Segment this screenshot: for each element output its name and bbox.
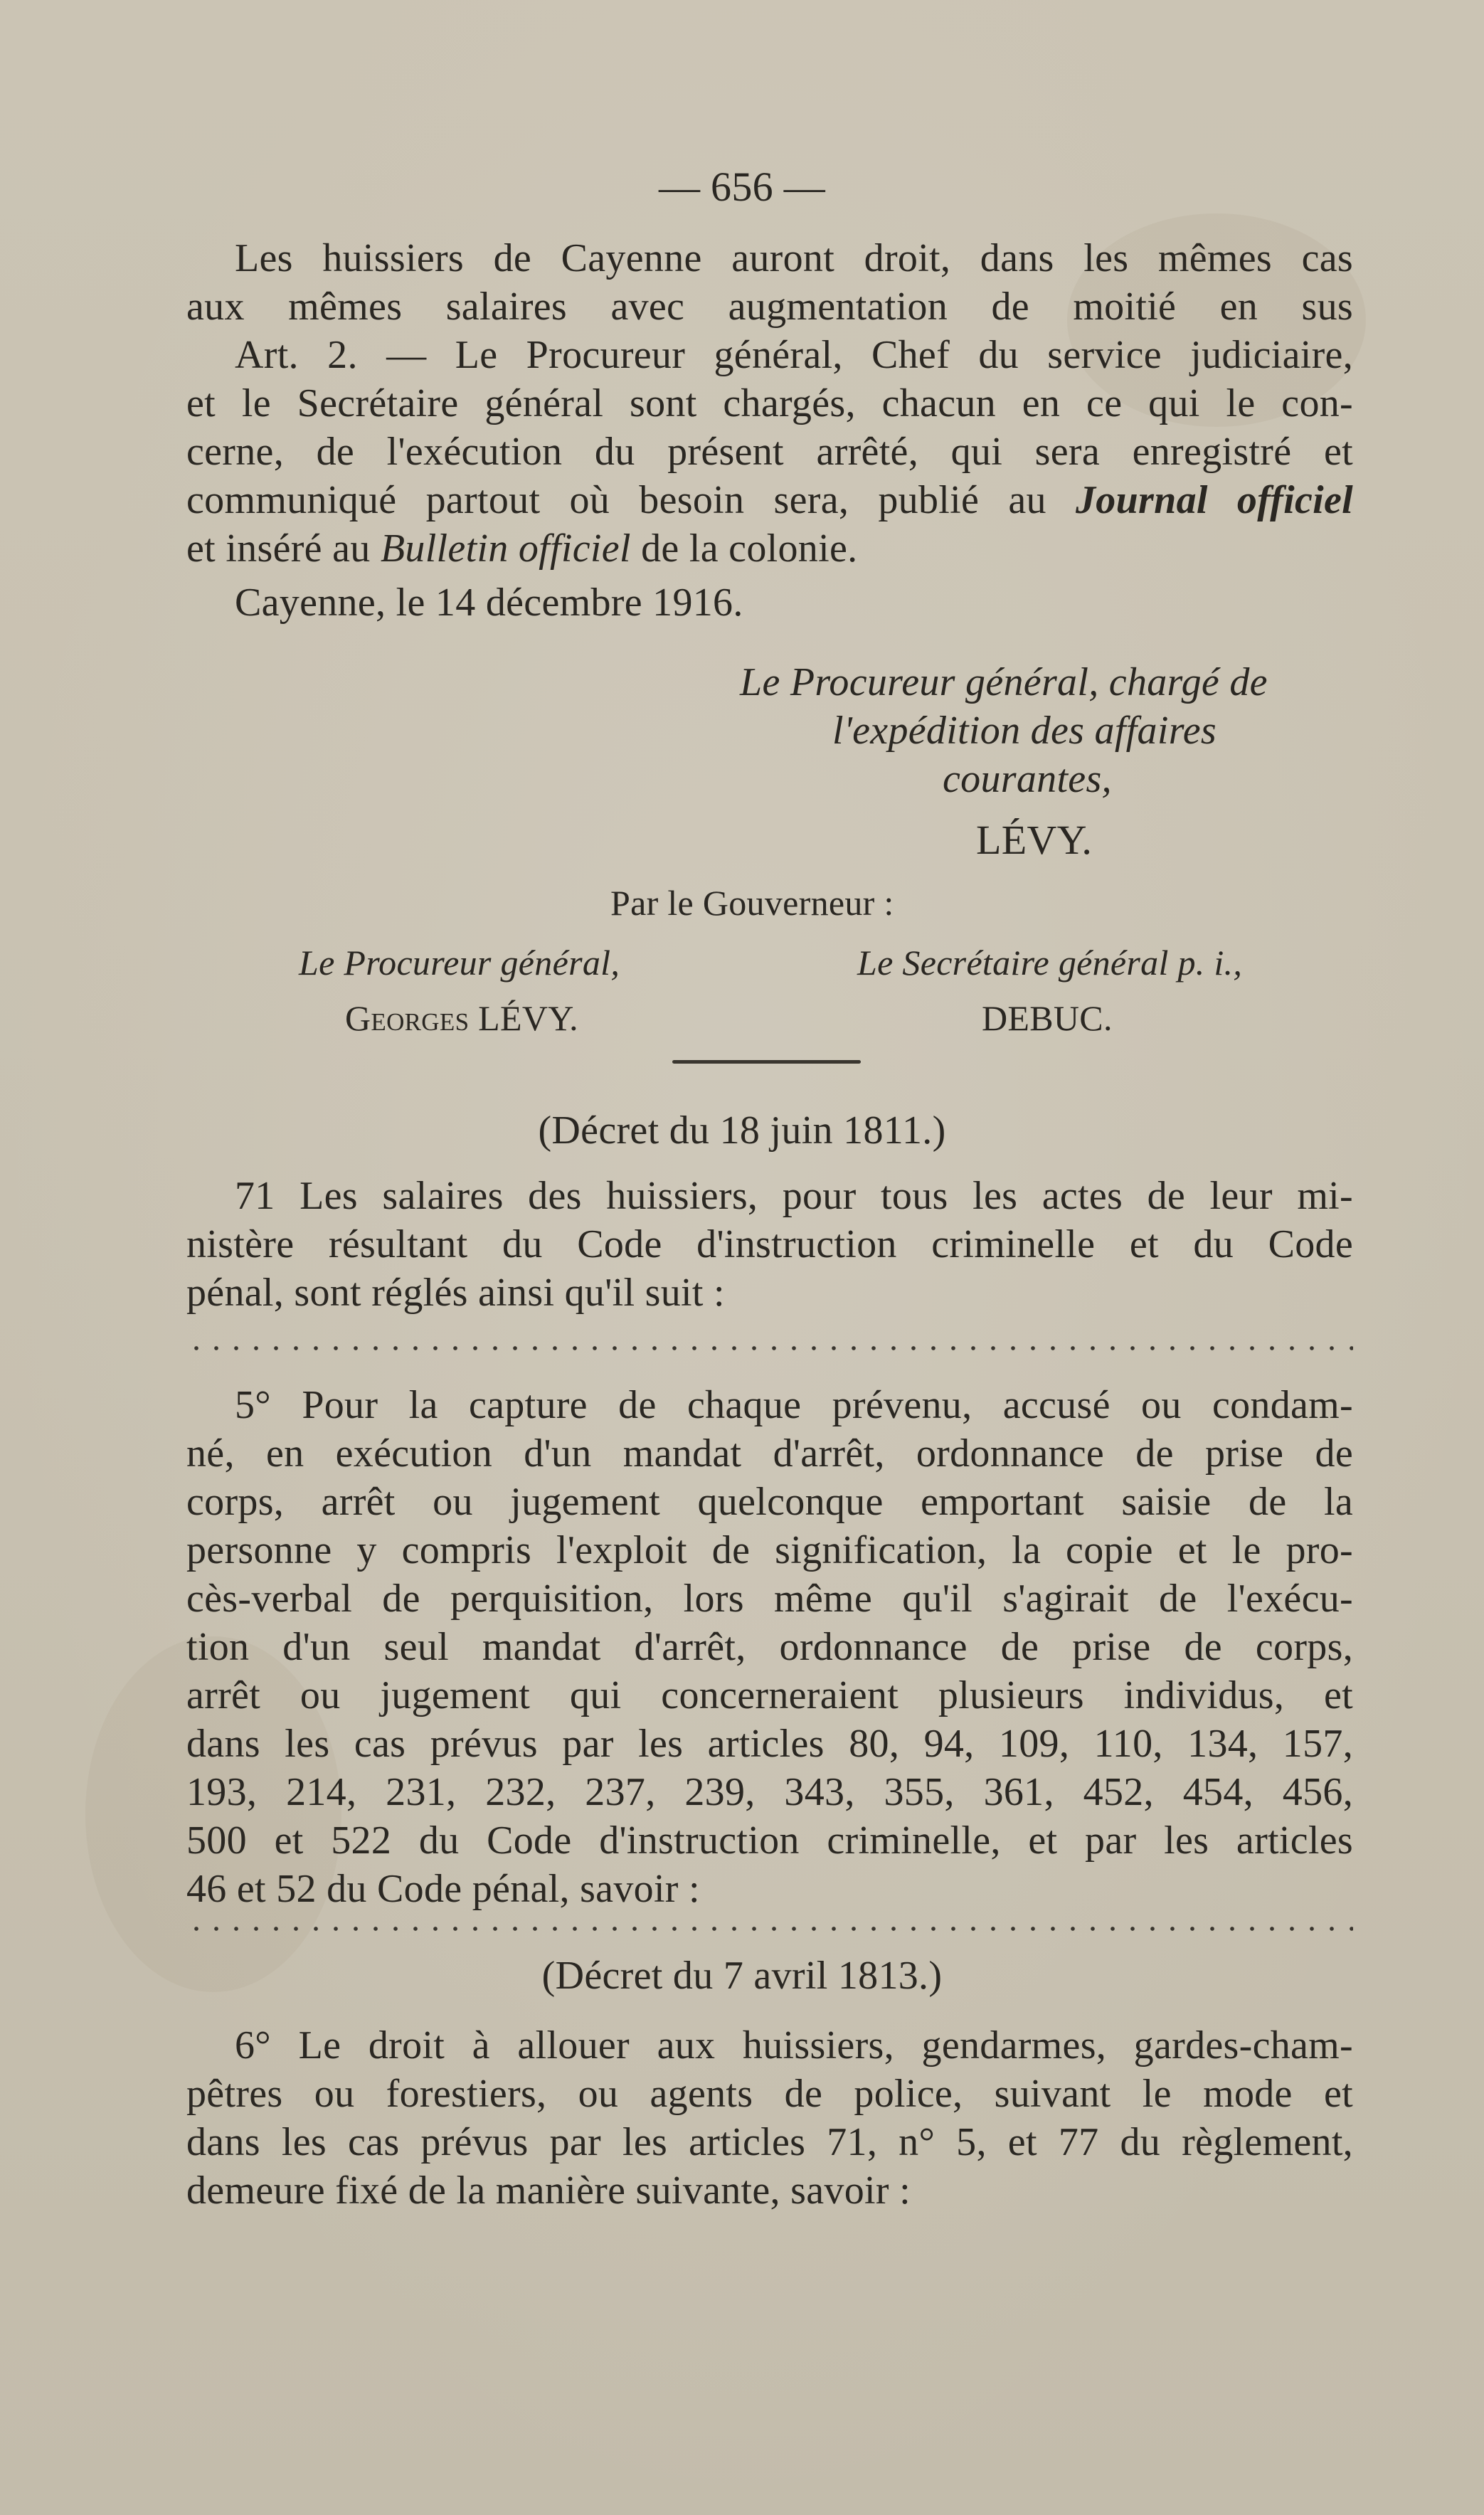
text-line: et le Secrétaire général sont chargés, chacun en ce qui le con-	[186, 381, 1353, 425]
text-line: nistère résultant du Code d'instruction criminelle et du Code	[186, 1222, 1353, 1266]
left-signatory-name: Georges LÉVY.	[345, 998, 578, 1038]
section-heading: (Décret du 7 avril 1813.)	[541, 1954, 943, 1998]
text-fragment: communiqué partout où besoin sera, publié au	[186, 478, 1076, 522]
text-line: 6° Le droit à allouer aux huissiers, gendarmes, gardes-cham-	[235, 2023, 1353, 2067]
signatory-title: courantes,	[943, 757, 1112, 801]
text-line: aux mêmes salaires avec augmentation de moitié en sus	[186, 285, 1353, 329]
text-line: cès-verbal de perquisition, lors même qu'il s'agirait de l'exécu-	[186, 1577, 1353, 1621]
section-heading: (Décret du 18 juin 1811.)	[538, 1108, 946, 1153]
text-line: 46 et 52 du Code pénal, savoir :	[186, 1867, 700, 1911]
text-fragment: et inséré au	[186, 526, 381, 571]
signatory-title: Le Procureur général, chargé de	[740, 660, 1268, 704]
ellipsis-dots	[186, 1925, 1353, 1932]
text-line: tion d'un seul mandat d'arrêt, ordonnance de prise de corps,	[186, 1625, 1353, 1669]
signatory-title: l'expédition des affaires	[832, 709, 1217, 753]
date-line: Cayenne, le 14 décembre 1916.	[235, 581, 743, 625]
separator-rule	[672, 1060, 861, 1064]
signatory-name: LÉVY.	[976, 817, 1093, 863]
text-line: Les huissiers de Cayenne auront droit, dans les mêmes cas	[235, 236, 1353, 280]
ellipsis-dots	[186, 1345, 1353, 1352]
text-line: corps, arrêt ou jugement quelconque emportant saisie de la	[186, 1480, 1353, 1524]
journal-title: Journal officiel	[1075, 478, 1353, 522]
text-line: dans les cas prévus par les articles 71, n° 5, et 77 du règlement,	[186, 2120, 1353, 2164]
text-line: dans les cas prévus par les articles 80, 94, 109, 110, 134, 157,	[186, 1722, 1353, 1766]
text-fragment: de la colonie.	[630, 526, 858, 571]
right-signatory-title: Le Secrétaire général p. i.,	[857, 943, 1243, 983]
page-number: — 656 —	[658, 164, 826, 210]
right-signatory-name: DEBUC.	[982, 998, 1113, 1038]
text-line	[186, 525, 857, 572]
text-line	[186, 477, 1353, 524]
text-line: Art. 2. — Le Procureur général, Chef du service judiciaire,	[235, 333, 1353, 377]
text-line: 5° Pour la capture de chaque prévenu, accusé ou condam-	[235, 1383, 1353, 1427]
text-line: né, en exécution d'un mandat d'arrêt, ordonnance de prise de	[186, 1431, 1353, 1476]
left-signatory-title: Le Procureur général,	[299, 943, 620, 983]
text-line: 500 et 522 du Code d'instruction criminelle, et par les articles	[186, 1818, 1353, 1863]
text-line: personne y compris l'exploit de signification, la copie et le pro-	[186, 1528, 1353, 1572]
text-line: 71 Les salaires des huissiers, pour tous les actes de leur mi-	[235, 1174, 1353, 1218]
text-line: arrêt ou jugement qui concerneraient plusieurs individus, et	[186, 1673, 1353, 1717]
text-line: demeure fixé de la manière suivante, savoir :	[186, 2169, 911, 2213]
par-le-gouverneur: Par le Gouverneur :	[610, 883, 894, 923]
text-line: cerne, de l'exécution du présent arrêté, qui sera enregistré et	[186, 430, 1353, 474]
bulletin-title: Bulletin officiel	[380, 526, 631, 571]
text-line: 193, 214, 231, 232, 237, 239, 343, 355, 361, 452, 454, 456,	[186, 1770, 1353, 1814]
text-line: pénal, sont réglés ainsi qu'il suit :	[186, 1271, 725, 1315]
text-line: pêtres ou forestiers, ou agents de police, suivant le mode et	[186, 2072, 1353, 2116]
